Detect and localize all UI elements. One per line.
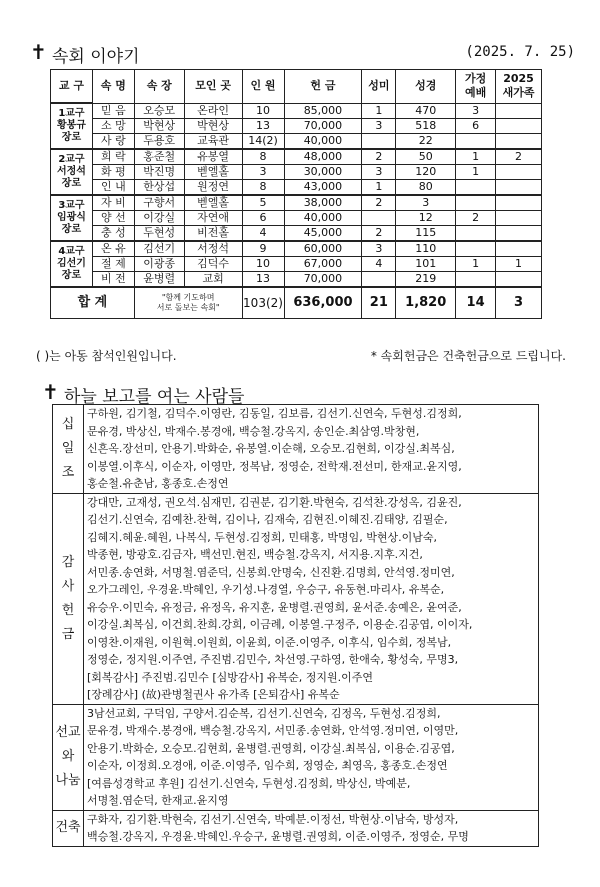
cell-newf [496,195,542,211]
cell-newf [496,164,542,179]
cell-offering: 85,000 [284,103,362,118]
cell-family: 1 [456,256,496,271]
cell-bible: 518 [396,118,456,133]
table-row [51,149,542,165]
donor-names [84,704,539,810]
cell-people: 6 [242,210,284,225]
table-row [51,271,542,287]
donor-line: 백승철.강옥지, 우경윤.박혜인.우승구, 윤병렬.권영희, 이준.이영주, 정영순, 무명 [87,830,469,843]
cell-people: 8 [242,179,284,195]
column-header: 가정 예배 [456,70,496,104]
table-row [51,195,542,211]
donor-line: 이순자, 이정희.오경애, 이준.이영주, 임수희, 정영순, 최영옥, 홍종호.손정연 [87,759,448,772]
total-label: 합 계 [51,287,135,319]
total-people: 103(2) [242,287,284,319]
cell-leader: 두현성 [134,225,184,241]
zone-cell: 1교구 황봉규 장로 [51,103,93,149]
cell-family [456,271,496,287]
cell-people: 8 [242,149,284,165]
cell-rice [362,271,396,287]
cell-name: 인 내 [92,179,134,195]
total-offering: 636,000 [284,287,362,319]
offering-note: * 속회헌금은 건축헌금으로 드립니다. [370,349,566,363]
cell-place: 원정연 [184,179,242,195]
total-newf: 3 [496,287,542,319]
cell-place: 벧엘홀 [184,164,242,179]
table-row [51,133,542,149]
child-attendance-note: ( )는 아동 참석인원입니다. [36,349,177,363]
cell-family [456,195,496,211]
cell-family: 2 [456,210,496,225]
cell-bible: 22 [396,133,456,149]
cell-people: 10 [242,103,284,118]
cell-name: 절 제 [92,256,134,271]
donor-line: [회복감사] 주진범.김민수 [심방감사] 유복순, 정지원.이주연 [87,670,374,684]
donor-line: 강대만, 고재성, 권오석.심재민, 김권분, 김기환.박현숙, 김석찬.강성옥, 김윤진, [87,495,462,509]
cell-rice: 2 [362,225,396,241]
cell-people: 13 [242,118,284,133]
cell-offering: 38,000 [284,195,362,211]
donor-line: 오가그레인, 우경윤.박혜인, 우기성.나경열, 우승구, 유동현.마리사, 유복순, [87,583,445,596]
column-header: 인 원 [242,70,284,104]
cell-people: 14(2) [242,133,284,149]
cell-place: 박현상 [184,118,242,133]
zone-cell: 3교구 임광식 장로 [51,195,93,241]
cell-name: 사 랑 [92,133,134,149]
section-title: 하늘 보고를 여는 사람들 [64,387,245,407]
cell-newf [496,103,542,118]
cell-place: 김덕수 [184,256,242,271]
total-rice: 21 [362,287,396,319]
cell-name: 온 유 [92,241,134,257]
cell-people: 4 [242,225,284,241]
donor-line: 홍순철.유춘남, 홍종호.손정연 [87,477,229,490]
cell-place: 온라인 [184,103,242,118]
cell-newf [496,179,542,195]
cell-offering: 43,000 [284,179,362,195]
cell-leader: 홍준철 [134,149,184,165]
cell-offering: 70,000 [284,118,362,133]
column-header: 성미 [362,70,396,104]
cell-name: 충 성 [92,225,134,241]
cell-offering: 60,000 [284,241,362,257]
cell-place: 교회 [184,271,242,287]
cell-people: 10 [242,256,284,271]
donor-line: 이강실.최복심, 이건희.찬희.강희, 이금례, 이봉열.구정주, 이용순.김공엽, 이이자, [87,618,473,631]
cell-bible: 115 [396,225,456,241]
cell-family [456,133,496,149]
cell-bible: 50 [396,149,456,165]
donor-line: 유승우.이민숙, 유정금, 유정옥, 유지훈, 윤병렬.권영희, 윤서준.송예은, 윤여준, [87,600,462,614]
cell-family: 1 [456,164,496,179]
bulletin-date: (2025. 7. 25) [465,44,575,60]
cell-offering: 67,000 [284,256,362,271]
cell-leader: 한상섭 [134,179,184,195]
cell-offering: 70,000 [284,271,362,287]
table-row [51,210,542,225]
donor-line: 구화자, 김기환.박현숙, 김선기.신연숙, 박예분.이정선, 박현상.이남숙, 방성자, [87,812,459,826]
column-header: 성경 [396,70,456,104]
donor-line: 서민종.송연화, 서명철.염준덕, 신봉희.안명숙, 신진환.김명희, 안석영.정미연, [87,565,455,579]
zone-cell: 2교구 서정석 장로 [51,149,93,195]
cell-family [456,225,496,241]
cell-people: 13 [242,271,284,287]
cell-people: 3 [242,164,284,179]
donor-names [84,810,539,846]
cell-bible: 219 [396,271,456,287]
cell-family [456,241,496,257]
cell-place: 유봉열 [184,149,242,165]
cell-newf: 1 [496,256,542,271]
cell-rice: 3 [362,241,396,257]
cell-place: 벧엘홀 [184,195,242,211]
donor-row [53,810,539,846]
cell-name: 자 비 [92,195,134,211]
donor-line: 김선기.신연숙, 김예찬.찬혁, 김이나, 김재숙, 김현진.이혜진.김태양, 김필순, [87,513,448,526]
donor-line: 이봉열.이후식, 이순자, 이영만, 정복남, 정영순, 전학재.전선미, 한재교.윤지영, [87,459,462,473]
cell-bible: 120 [396,164,456,179]
column-header: 속 장 [134,70,184,104]
cell-people: 9 [242,241,284,257]
cell-place: 비전홀 [184,225,242,241]
donor-row [53,405,539,494]
column-header: 모인 곳 [184,70,242,104]
cell-leader: 윤병렬 [134,271,184,287]
cell-rice: 3 [362,118,396,133]
cell-leader: 이강실 [134,210,184,225]
table-row [51,225,542,241]
table-row [51,103,542,118]
donor-row [53,704,539,810]
cell-family [456,179,496,195]
cell-group-table [50,69,542,319]
cell-newf [496,118,542,133]
donor-category: 감 사 헌 금 [53,493,84,704]
cell-rice: 3 [362,164,396,179]
cell-leader: 이광종 [134,256,184,271]
donor-line: [장례감사] (故)관병철권사 유가족 [은퇴감사] 유복순 [87,688,340,701]
cell-newf [496,210,542,225]
donors-table [52,404,539,847]
total-row [51,287,542,319]
donor-line: 안용기.박화순, 오승모.김현희, 윤병렬.권영희, 이강실.최복심, 이용순.김공엽, [87,741,455,755]
section-header-meeting [30,40,575,67]
cross-icon: ✝ [30,40,47,64]
column-header: 교 구 [51,70,93,104]
zone-cell: 4교구 김선기 장로 [51,241,93,287]
donor-line: [여름성경학교 후원] 김선기.신연숙, 두현성.김정희, 박상신, 박예분, [87,776,411,790]
cell-newf: 2 [496,149,542,165]
donor-category: 선교 와 나눔 [53,704,84,810]
cell-leader: 김선기 [134,241,184,257]
total-bible: 1,820 [396,287,456,319]
cell-offering: 30,000 [284,164,362,179]
cell-rice [362,210,396,225]
cell-family: 1 [456,149,496,165]
cell-leader: 오승모 [134,103,184,118]
donor-names [84,493,539,704]
section-title: 속회 이야기 [52,47,140,67]
donor-line: 서명철.염순덕, 한재교.윤지영 [87,794,229,807]
cell-place: 서정석 [184,241,242,257]
cell-place: 자연애 [184,210,242,225]
donor-line: 문유경, 박상신, 박재수.봉경애, 백승철.강옥지, 송인순.최삼영.박창현, [87,424,420,438]
cell-newf [496,271,542,287]
total-family: 14 [456,287,496,319]
cross-icon: ✝ [42,380,59,404]
cell-offering: 40,000 [284,210,362,225]
donor-line: 이영찬.이재원, 이원혁.이원희, 이윤희, 이준.이영주, 이후식, 임수희, 정복남, [87,635,452,649]
cell-rice: 4 [362,256,396,271]
cell-offering: 45,000 [284,225,362,241]
cell-family: 6 [456,118,496,133]
cell-people: 5 [242,195,284,211]
section-header-donors [42,380,245,407]
cell-bible: 12 [396,210,456,225]
cell-leader: 구향서 [134,195,184,211]
donor-line: 구하원, 김기철, 김덕수.이영란, 김동일, 김보름, 김선기.신연숙, 두현성.김정희, [87,407,462,420]
cell-name: 양 선 [92,210,134,225]
cell-place: 교육관 [184,133,242,149]
table-row [51,241,542,257]
cell-newf [496,241,542,257]
column-header: 2025 새가족 [496,70,542,104]
cell-rice: 2 [362,195,396,211]
total-motto: "함께 기도하며 서로 돌보는 속회" [134,287,242,319]
table-row [51,179,542,195]
cell-leader: 박현상 [134,118,184,133]
donor-line: 문유경, 박재수.봉경애, 백승철.강옥지, 서민종.송연화, 안석영.정미연, 이영만, [87,724,459,737]
cell-bible: 110 [396,241,456,257]
cell-newf [496,133,542,149]
cell-leader: 박진명 [134,164,184,179]
cell-name: 화 평 [92,164,134,179]
cell-rice: 1 [362,179,396,195]
cell-name: 비 전 [92,271,134,287]
cell-rice: 1 [362,103,396,118]
cell-family: 3 [456,103,496,118]
cell-bible: 3 [396,195,456,211]
donor-category: 건축 [53,810,84,846]
cell-name: 믿 음 [92,103,134,118]
donor-line: 박종현, 방광호.김금자, 백선민.현진, 백승철.강옥지, 서지용.지후.지건, [87,548,423,561]
cell-offering: 40,000 [284,133,362,149]
cell-offering: 48,000 [284,149,362,165]
cell-bible: 101 [396,256,456,271]
cell-newf [496,225,542,241]
donor-line: 3남선교회, 구덕임, 구양서.김순복, 김선기.신연숙, 김정옥, 두현성.김정희, [87,706,441,720]
donor-line: 신흔옥.장선미, 안용기.박화순, 유봉열.이순해, 오승모.김현희, 이강실.최복심, [87,442,455,455]
donor-names [84,405,539,494]
cell-bible: 470 [396,103,456,118]
cell-bible: 80 [396,179,456,195]
cell-name: 희 락 [92,149,134,165]
donor-category: 십 일 조 [53,405,84,494]
table-row [51,118,542,133]
cell-leader: 두용호 [134,133,184,149]
column-header: 속 명 [92,70,134,104]
column-header: 헌 금 [284,70,362,104]
donor-line: 정영순, 정지원.이주연, 주진범.김민수, 차선영.구하영, 한애숙, 황성숙, 무명3, [87,653,459,666]
donor-line: 김혜지.혜윤.혜원, 나복식, 두현성.김정희, 민태홍, 박명임, 박현상.이남숙, [87,530,437,544]
table-row [51,164,542,179]
donor-row [53,493,539,704]
cell-rice: 2 [362,149,396,165]
table-row [51,256,542,271]
cell-name: 소 망 [92,118,134,133]
table-header-row [51,70,542,104]
cell-rice [362,133,396,149]
